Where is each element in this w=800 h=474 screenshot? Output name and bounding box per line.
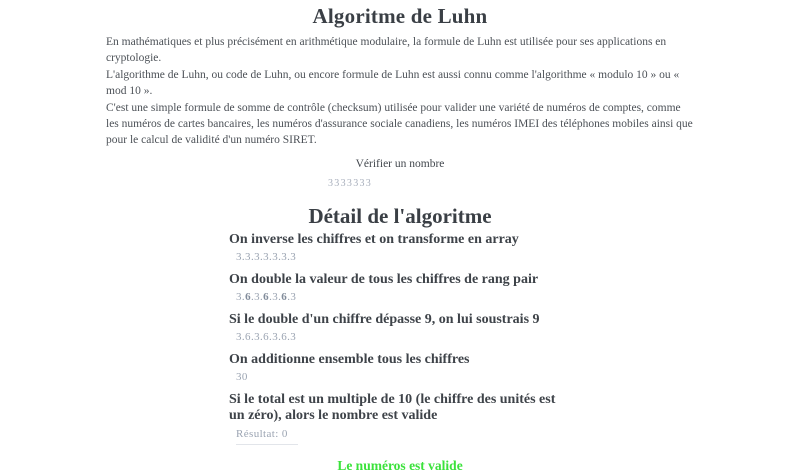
intro-line: C'est une simple formule de somme de contrôle (checksum) utilisée pour valider une variété de numéros de comptes, comme les numéros de cartes bancaires, les numéros d'assurance sociale canadiens, les numéros IMEI des téléphones mobiles ainsi que pour le calcul de validité d'un numéro SIRET. bbox=[106, 101, 693, 147]
step-multiple-of-ten bbox=[229, 392, 571, 454]
result-value: Résultat: 0 bbox=[236, 428, 298, 445]
step-value: 3.6.3.6.3.6.3 bbox=[236, 290, 297, 303]
step-title: On inverse les chiffres et on transforme en array bbox=[229, 231, 519, 247]
validity-message: Le numéros est valide bbox=[337, 457, 463, 473]
verify-number-label: Vérifier un nombre bbox=[355, 157, 445, 170]
step-value: 3.6.3.6.3.6.3 bbox=[236, 330, 297, 343]
step-reverse bbox=[229, 232, 571, 263]
step-title: On additionne ensemble tous les chiffres bbox=[229, 351, 470, 367]
luhn-page bbox=[0, 4, 800, 473]
step-title: On double la valeur de tous les chiffres de rang pair bbox=[229, 271, 539, 287]
algorithm-steps bbox=[229, 232, 571, 474]
step-title: Si le total est un multiple de 10 (le chiffre des unités est un zéro), alors le nombre est valide bbox=[229, 391, 556, 423]
number-input[interactable] bbox=[326, 177, 474, 191]
intro-line: En mathématiques et plus précisément en arithmétique modulaire, la formule de Luhn est utilisée pour ses applications en cryptologie. bbox=[106, 36, 667, 65]
step-subtract-nine bbox=[229, 312, 571, 343]
step-value: 3.3.3.3.3.3.3 bbox=[236, 250, 297, 263]
intro-line: L'algorithme de Luhn, ou code de Luhn, ou encore formule de Luhn est aussi connu comme l'algorithme « modulo 10 » ou « mod 10 ». bbox=[106, 68, 680, 98]
step-sum bbox=[229, 352, 571, 383]
detail-heading: Détail de l'algoritme bbox=[308, 203, 492, 228]
intro-paragraph bbox=[106, 34, 694, 149]
verify-section bbox=[0, 158, 800, 191]
step-double bbox=[229, 272, 571, 303]
step-title: Si le double d'un chiffre dépasse 9, on lui soustrais 9 bbox=[229, 311, 540, 327]
step-value: 30 bbox=[236, 370, 248, 383]
page-title: Algoritme de Luhn bbox=[312, 4, 488, 28]
